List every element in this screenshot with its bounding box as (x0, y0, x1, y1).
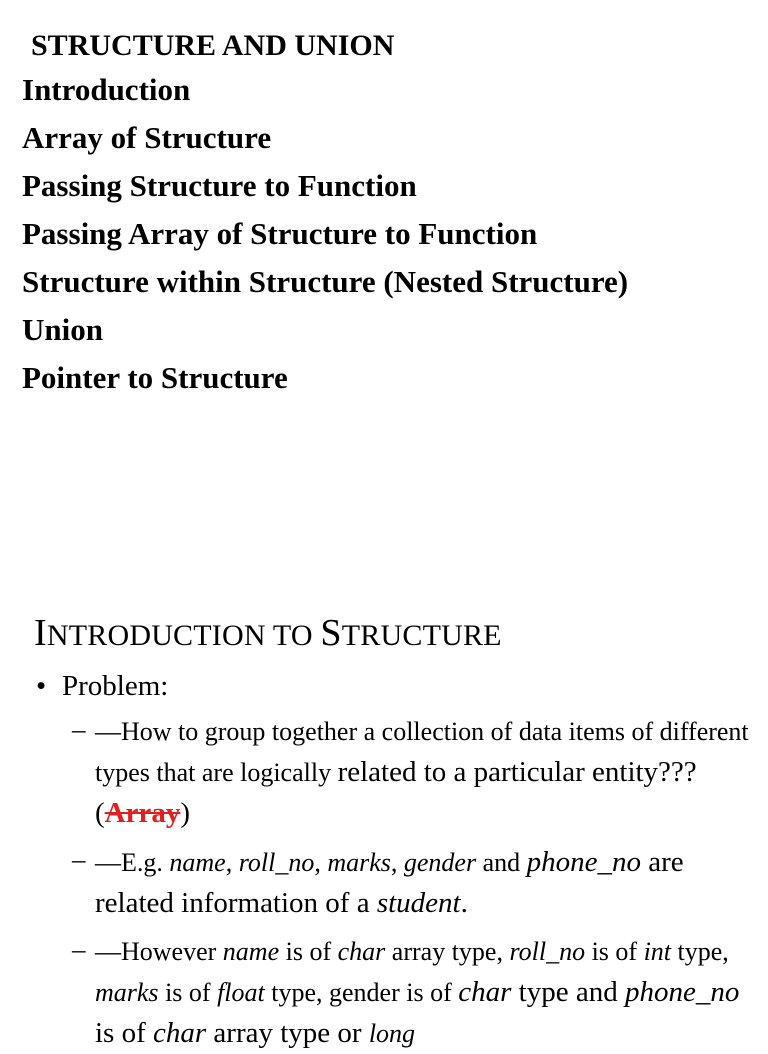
toc-item-array-of-structure: Array of Structure (22, 120, 272, 155)
toc-item-union: Union (22, 312, 103, 347)
strikethrough-array: Array (104, 797, 181, 829)
toc-item-introduction: Introduction (22, 72, 191, 107)
section-title: INTRODUCTION TO STRUCTURE (34, 612, 502, 654)
sub-bullet-grouping-text: —How to group together a collection of data items of different types that are logically related to a particular entity??? (Array) (95, 717, 749, 829)
toc-item-nested-structure: Structure within Structure (Nested Structure) (22, 264, 629, 299)
sub-bullet-example (72, 842, 756, 924)
sub-bullet-types-text: —However name is of char array type, roll_no is of int type, marks is of float type, gender is of char type and phone_no is of char array type or long (95, 937, 740, 1049)
toc-list (22, 66, 762, 402)
toc-title: STRUCTURE AND UNION (31, 29, 395, 62)
dash-glyph: – (72, 844, 86, 874)
sub-bullet-grouping (72, 712, 756, 834)
table-of-contents (22, 26, 762, 402)
bullet-problem-text: Problem: (62, 670, 169, 702)
toc-item-pointer-to-structure: Pointer to Structure (22, 360, 288, 395)
toc-item-passing-structure: Passing Structure to Function (22, 168, 417, 203)
dash-glyph: – (72, 714, 86, 744)
bullet-problem (36, 666, 756, 706)
toc-item-passing-array-of-structure: Passing Array of Structure to Function (22, 216, 538, 251)
bullet-glyph: • (36, 670, 47, 702)
slide-body (36, 666, 756, 1054)
sub-bullet-example-text: —E.g. name, roll_no, marks, gender and phone_no are related information of a student. (95, 846, 684, 919)
sub-bullet-types (72, 932, 756, 1054)
dash-glyph: – (72, 934, 86, 964)
